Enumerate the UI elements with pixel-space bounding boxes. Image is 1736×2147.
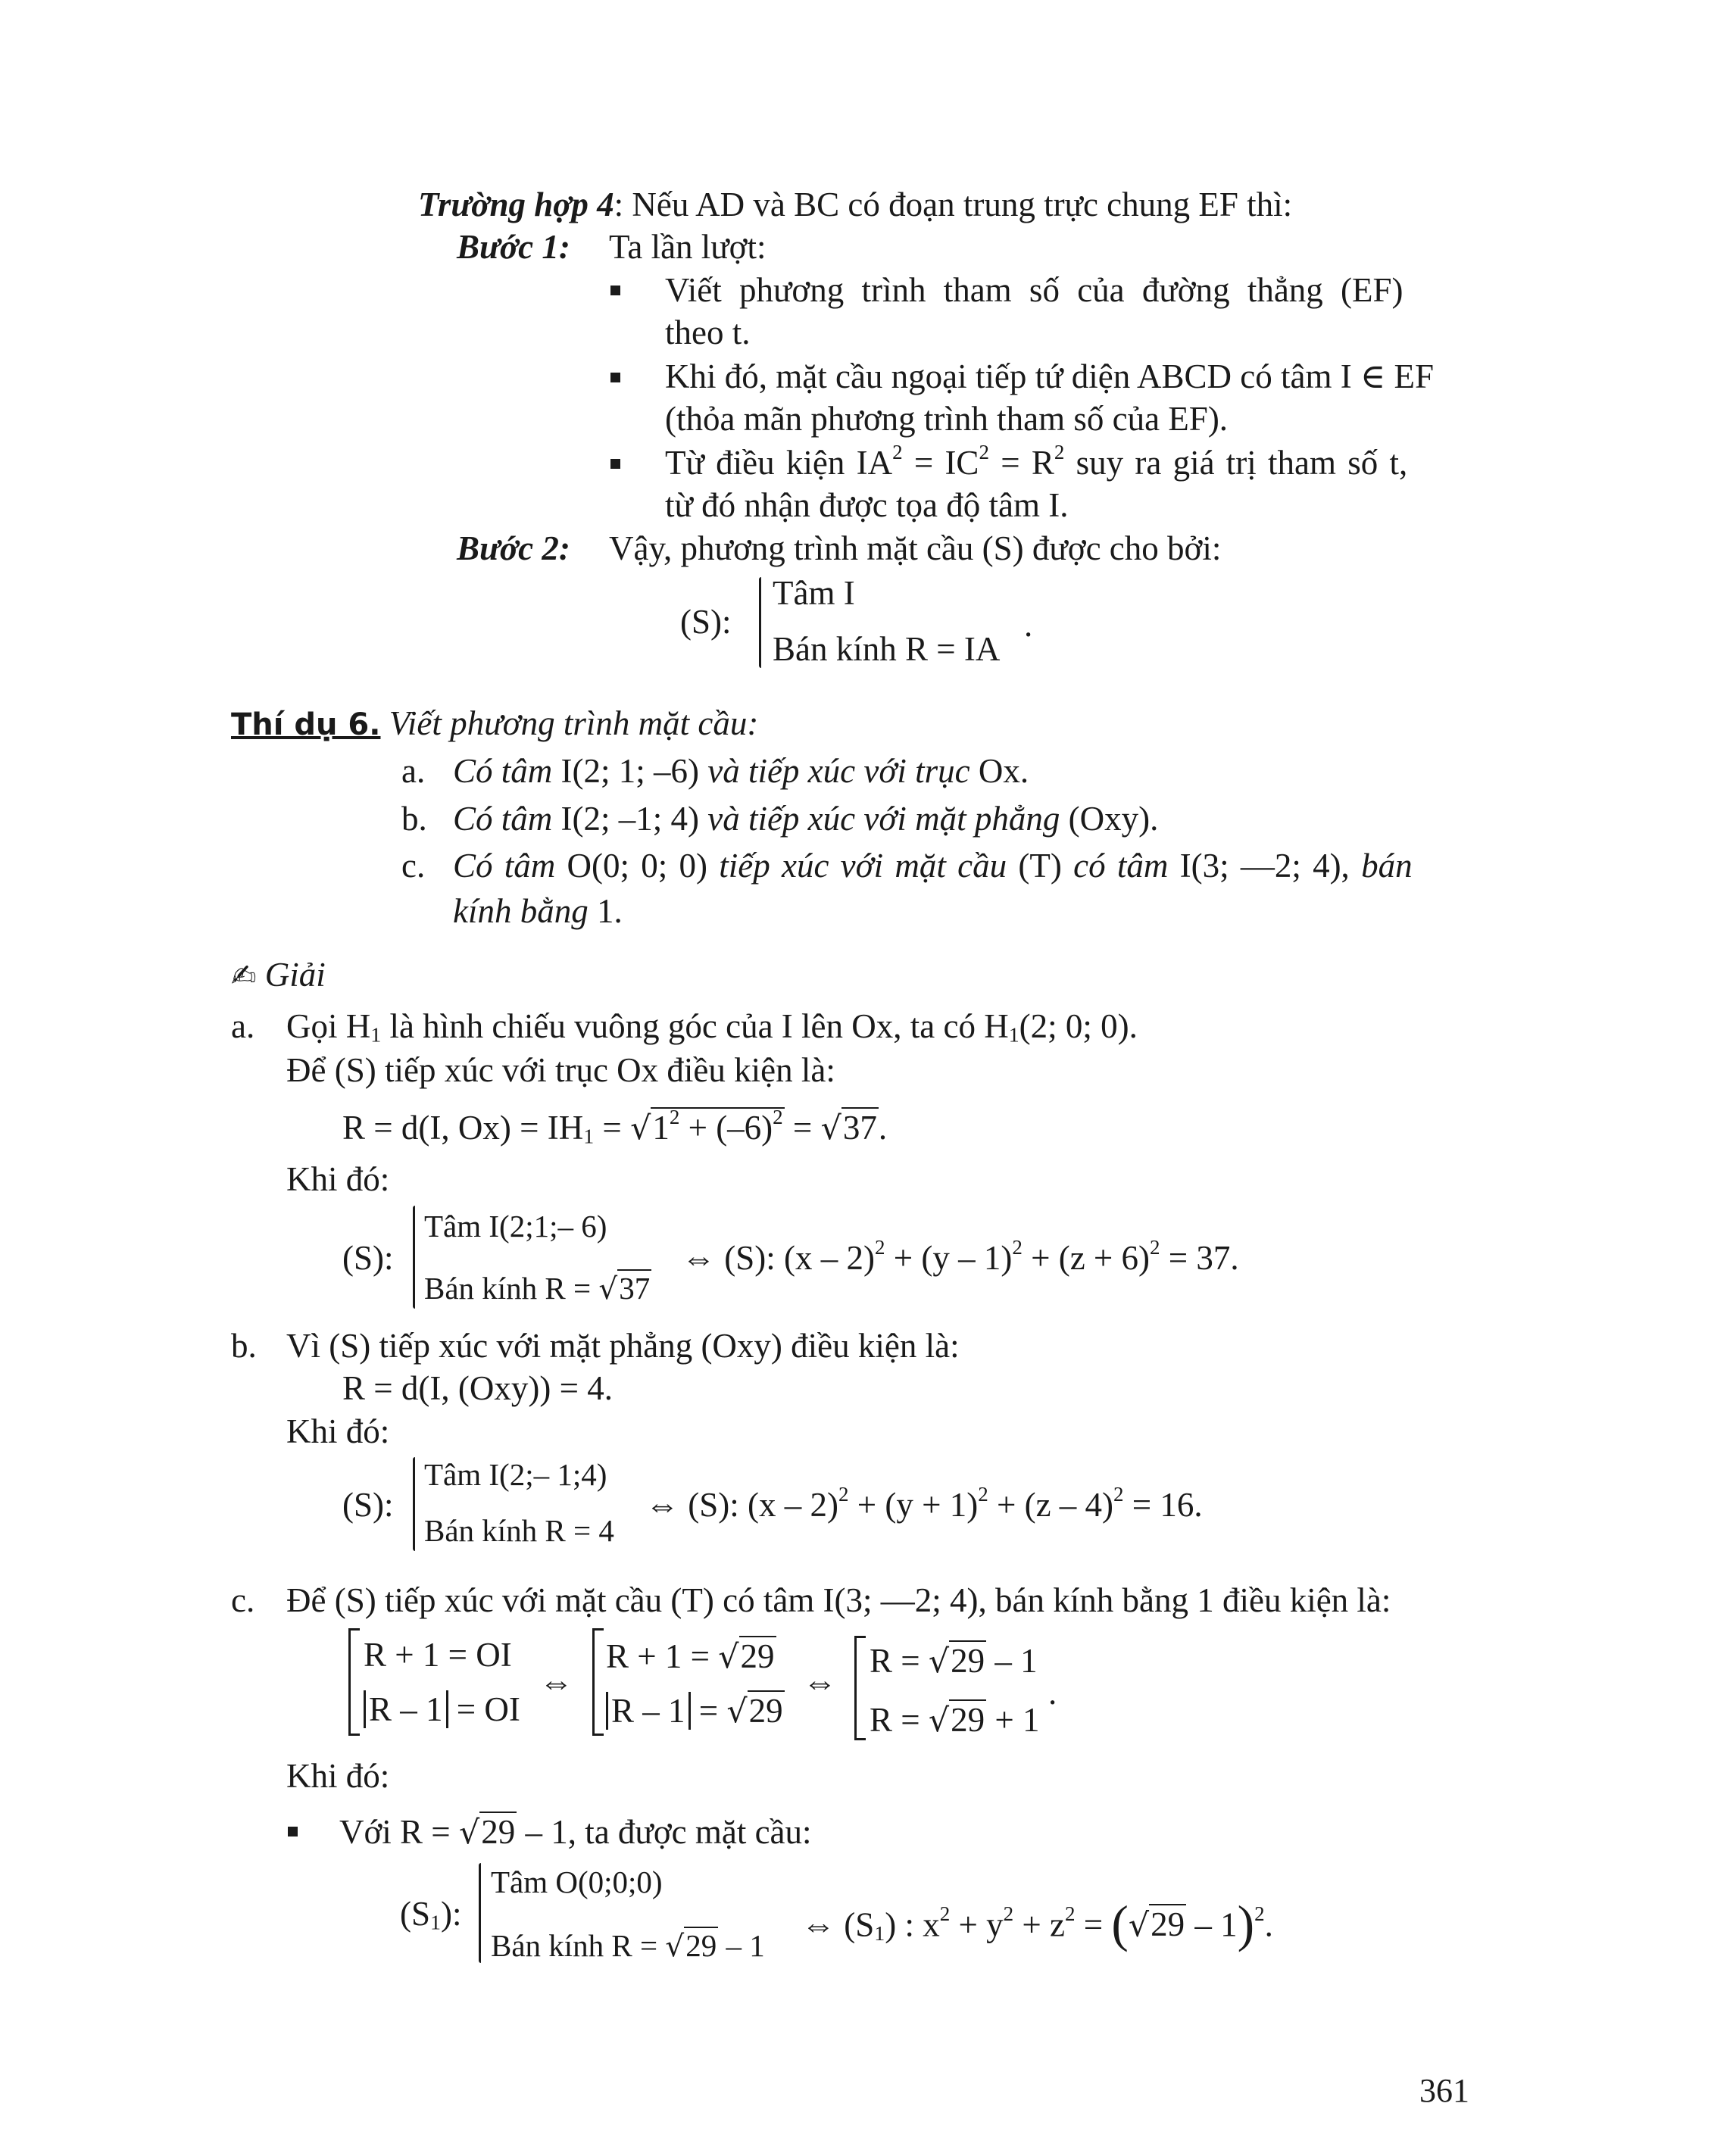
rad-1: 1 — [652, 1109, 670, 1147]
radicand: 29 — [748, 1692, 783, 1730]
ec-9: 1. — [596, 892, 623, 930]
sol-c-sys-label — [400, 1895, 461, 1934]
ec-2: O(0; 0; 0) — [567, 847, 707, 885]
case4-sys-end: . — [1024, 606, 1033, 644]
sol-a-letter: a. — [231, 1007, 255, 1045]
case4-heading: Trường hợp 4 — [418, 186, 614, 223]
radicand: 29 — [685, 1928, 717, 1963]
sol-c-khido: Khi đó: — [286, 1757, 390, 1795]
example-label: Thí dụ 6. — [231, 707, 381, 742]
page-number: 361 — [1419, 2072, 1469, 2109]
eb-3: và tiếp xúc với mặt phẳng — [698, 800, 1069, 838]
sol-a-line1 — [286, 1007, 1138, 1047]
sqrt-icon: √ — [630, 1109, 651, 1147]
c-s3-r2-a: R = — [870, 1701, 929, 1739]
c-iff2: ⇔ — [803, 1663, 837, 1701]
sol-b-letter: b. — [231, 1327, 257, 1365]
left-brace — [413, 1206, 415, 1309]
row2-b: – 1 — [718, 1928, 765, 1963]
abs-value — [364, 1690, 448, 1728]
solution-label: Giải — [264, 956, 326, 994]
sol-c-case1 — [339, 1812, 812, 1852]
lbl-1: (S — [400, 1895, 431, 1933]
sqrt-icon: √ — [820, 1109, 841, 1147]
lbl-2: ): — [440, 1895, 462, 1933]
bullet3-text-d: suy ra giá trị tham số t, — [1064, 444, 1408, 482]
bullet3-text-a: Từ điều kiện IA — [665, 444, 893, 482]
ec-5: có tâm — [1061, 847, 1180, 885]
radicand: 37 — [842, 1109, 877, 1147]
sqrt-icon: √ — [928, 1643, 950, 1680]
step1-bullet3-line1: Từ điều kiện $IA^2 = IC^2 = R^2$ suy ra giá trị tham số t, — [665, 440, 1408, 482]
bullet3-text-b: = IC — [902, 444, 979, 482]
sol-b-sys-row2: Bán kính R = 4 — [424, 1513, 614, 1548]
radicand: 29 — [740, 1637, 775, 1675]
c-s3-row1 — [870, 1640, 1038, 1681]
sol-a-sys-row2 — [424, 1269, 651, 1307]
c-s2-row1 — [606, 1636, 776, 1677]
sol-a-l1-sub: 1 — [370, 1023, 382, 1047]
eb-2: I(2; –1; 4) — [560, 800, 699, 838]
bullet-icon — [610, 286, 620, 295]
example-b-text — [453, 800, 1158, 839]
sol-a-l3-2: = — [594, 1109, 631, 1147]
c-s1-row1: R + 1 = OI — [364, 1636, 512, 1674]
ec-8: kính bằng — [453, 892, 597, 930]
step1-bullet2-line1: Khi đó, mặt cầu ngoại tiếp tứ diện ABCD có tâm I ∈ EF — [665, 357, 1435, 395]
eq-end: . — [1264, 1905, 1273, 1944]
c-s1-row2-b: = OI — [448, 1690, 520, 1728]
pen-icon: ✍ — [231, 959, 257, 994]
example-title: Viết phương trình mặt cầu: — [380, 704, 759, 742]
sol-a-line2: Để (S) tiếp xúc với trục Ox điều kiện là: — [286, 1051, 835, 1089]
sol-b-line1: Vì (S) tiếp xúc với mặt phẳng (Oxy) điều kiện là: — [286, 1327, 960, 1365]
example-line — [231, 704, 758, 744]
c-s3-end: . — [1048, 1674, 1057, 1712]
case4-heading-line — [418, 186, 1292, 225]
sqrt-icon: √ — [726, 1693, 748, 1730]
eq-e: = — [1075, 1905, 1112, 1944]
sol-c-eq: ⇔ $(S_1)$ : $x^2 + y^2 + z^2 = (√29 - 1)^2$. — [801, 1896, 1273, 1952]
step1-bullet3-line2: từ đó nhận được tọa độ tâm I. — [665, 486, 1069, 524]
sol-b-eq: ⇔ (S): $(x - 2)^2 + (y + 1)^2 + (z - 4)^2 = 16$. — [645, 1482, 1203, 1524]
ec-3: tiếp xúc với mặt cầu — [707, 847, 1019, 885]
bullet3-text-c: = R — [988, 444, 1054, 482]
eq-3: + (z – 4) — [988, 1486, 1114, 1524]
sol-b-khido: Khi đó: — [286, 1412, 390, 1450]
eq-4: = 16. — [1123, 1486, 1203, 1524]
sol-a-l1-2: là hình chiếu vuông góc của I lên Ox, ta có H — [381, 1007, 1009, 1045]
left-square-bracket — [592, 1628, 604, 1736]
abs-text: R – 1 — [369, 1690, 443, 1728]
radicand: 29 — [951, 1701, 985, 1739]
sqrt-icon: √ — [665, 1930, 685, 1964]
case4-sys-label: (S): — [680, 603, 732, 641]
eq-3: + (z + 6) — [1022, 1239, 1151, 1277]
sol-b-line2: R = d(I, (Oxy)) = 4. — [342, 1369, 613, 1407]
eq-2: + (y – 1) — [885, 1239, 1013, 1277]
step2-label: Bước 2: — [457, 529, 570, 567]
example-b-letter: b. — [401, 800, 427, 838]
ec-4: (T) — [1018, 847, 1062, 885]
paren-right: ) — [1237, 1896, 1255, 1952]
eb-4: (Oxy). — [1068, 800, 1159, 838]
sol-a-l3-sub: 1 — [583, 1125, 595, 1149]
rad-2: + (–6) — [679, 1109, 773, 1147]
case1-a: Với R = — [339, 1813, 459, 1851]
example-a-letter: a. — [401, 752, 426, 790]
step1-bullet1-line1: Viết phương trình tham số của đường thẳng (EF) — [665, 271, 1403, 309]
sol-a-khido: Khi đó: — [286, 1160, 390, 1198]
case4-sys-row2: Bán kính R = IA — [773, 630, 1001, 668]
example-c-letter: c. — [401, 847, 426, 885]
sol-c-sys-row2 — [491, 1927, 765, 1964]
sol-c-letter: c. — [231, 1581, 255, 1619]
sol-c-sys-row1: Tâm O(0;0;0) — [491, 1865, 663, 1899]
c-s2-r2-b: = — [690, 1692, 727, 1730]
sol-a-line3 — [342, 1107, 887, 1148]
paren-left: ( — [1111, 1896, 1129, 1952]
sol-a-l1-3: (2; 0; 0). — [1019, 1007, 1138, 1045]
case1-c: , ta được mặt cầu: — [567, 1813, 812, 1851]
left-brace — [479, 1863, 481, 1963]
ea-4: Ox. — [978, 752, 1029, 790]
left-square-bracket — [348, 1628, 360, 1736]
bullet-icon — [288, 1827, 298, 1836]
ea-3: và tiếp xúc với trục — [698, 752, 979, 790]
sol-a-sys-row1: Tâm I(2;1;– 6) — [424, 1209, 607, 1244]
step2-text: Vậy, phương trình mặt cầu (S) được cho bởi: — [609, 529, 1222, 567]
radicand: 37 — [619, 1271, 651, 1306]
example-a-text — [453, 752, 1029, 791]
eq-d: + z — [1013, 1905, 1065, 1944]
c-s3-r2-b: + 1 — [986, 1701, 1040, 1739]
step1-label: Bước 1: — [457, 228, 570, 266]
c-s3-row2 — [870, 1699, 1040, 1740]
ec-1: Có tâm — [453, 847, 567, 885]
example-c-text-line2 — [453, 892, 623, 932]
eq-a: ⇔ (S — [801, 1905, 875, 1944]
sol-a-l3-1: R = d(I, Ox) = IH — [342, 1109, 584, 1147]
c-s2-r1-a: R + 1 = — [606, 1637, 719, 1675]
sol-b-sys-label: (S): — [342, 1486, 394, 1524]
eq-2: + (y + 1) — [848, 1486, 979, 1524]
case4-heading-rest: : Nếu AD và BC có đoạn trung trực chung EF thì: — [614, 186, 1293, 223]
case1-b: – 1 — [517, 1813, 568, 1851]
sqrt-icon: √ — [718, 1638, 739, 1676]
step1-text: Ta lần lượt: — [609, 228, 767, 266]
row2-text: Bán kính R = — [424, 1271, 599, 1306]
eq-1: ⇔ (S): (x – 2) — [645, 1486, 838, 1524]
ea-2: I(2; 1; –6) — [560, 752, 699, 790]
row2-a: Bán kính R = — [491, 1928, 666, 1963]
sol-a-l3-3: = — [784, 1109, 821, 1147]
radicand: 29 — [1151, 1905, 1185, 1944]
radicand: 29 — [481, 1813, 516, 1851]
left-brace — [759, 577, 761, 668]
eq-1: ⇔ (S): (x – 2) — [682, 1239, 875, 1277]
sol-a-l1-1: Gọi H — [286, 1007, 371, 1045]
eb-1: Có tâm — [453, 800, 561, 838]
bullet-icon — [610, 373, 620, 382]
eq-4: = 37. — [1160, 1239, 1239, 1277]
left-brace — [413, 1457, 415, 1551]
sqrt-icon: √ — [1128, 1906, 1150, 1945]
ea-1: Có tâm — [453, 752, 561, 790]
sol-a-eq: ⇔ (S): $(x - 2)^2 + (y - 1)^2 + (z + 6)^2 = 37$. — [682, 1235, 1239, 1277]
c-iff1: ⇔ — [539, 1663, 573, 1701]
abs-value — [606, 1692, 691, 1730]
c-s1-row2 — [364, 1690, 520, 1730]
c-s3-r1-a: R = — [870, 1642, 929, 1680]
sol-a-l1-sub2: 1 — [1008, 1023, 1019, 1047]
eq-b: ) : x — [885, 1905, 940, 1944]
ec-6: I(3; —2; 4), — [1179, 847, 1362, 885]
radicand: $1^2 + (-6)^2$ — [652, 1105, 783, 1147]
sol-a-sys-label: (S): — [342, 1239, 394, 1277]
ec-7: bán — [1361, 847, 1413, 885]
step1-bullet2-line2: (thỏa mãn phương trình tham số của EF). — [665, 400, 1229, 438]
sqrt-icon: √ — [928, 1702, 950, 1740]
solution-header — [231, 956, 326, 995]
sqrt-icon: √ — [598, 1272, 618, 1306]
bullet-icon — [610, 459, 620, 469]
example-c-text — [453, 847, 1413, 886]
sol-c-line1: Để (S) tiếp xúc với mặt cầu (T) có tâm I(3; —2; 4), bán kính bằng 1 điều kiện là: — [286, 1581, 1391, 1619]
radicand: 29 — [951, 1642, 985, 1680]
eq-sub: 1 — [874, 1921, 885, 1946]
case4-sys-row1: Tâm I — [773, 574, 855, 612]
sol-a-l3-5: . — [878, 1109, 888, 1147]
eq-c: + y — [950, 1905, 1004, 1944]
abs-text: R – 1 — [611, 1692, 685, 1730]
lbl-sub: 1 — [430, 1911, 441, 1935]
c-s2-row2 — [606, 1690, 785, 1731]
sqrt-icon: √ — [458, 1814, 480, 1852]
c-s3-r1-b: – 1 — [986, 1642, 1038, 1680]
left-square-bracket — [854, 1636, 866, 1740]
eq-f: – 1 — [1186, 1905, 1238, 1944]
sol-b-sys-row1: Tâm I(2;– 1;4) — [424, 1457, 607, 1492]
step1-bullet1-line2: theo t. — [665, 314, 751, 351]
